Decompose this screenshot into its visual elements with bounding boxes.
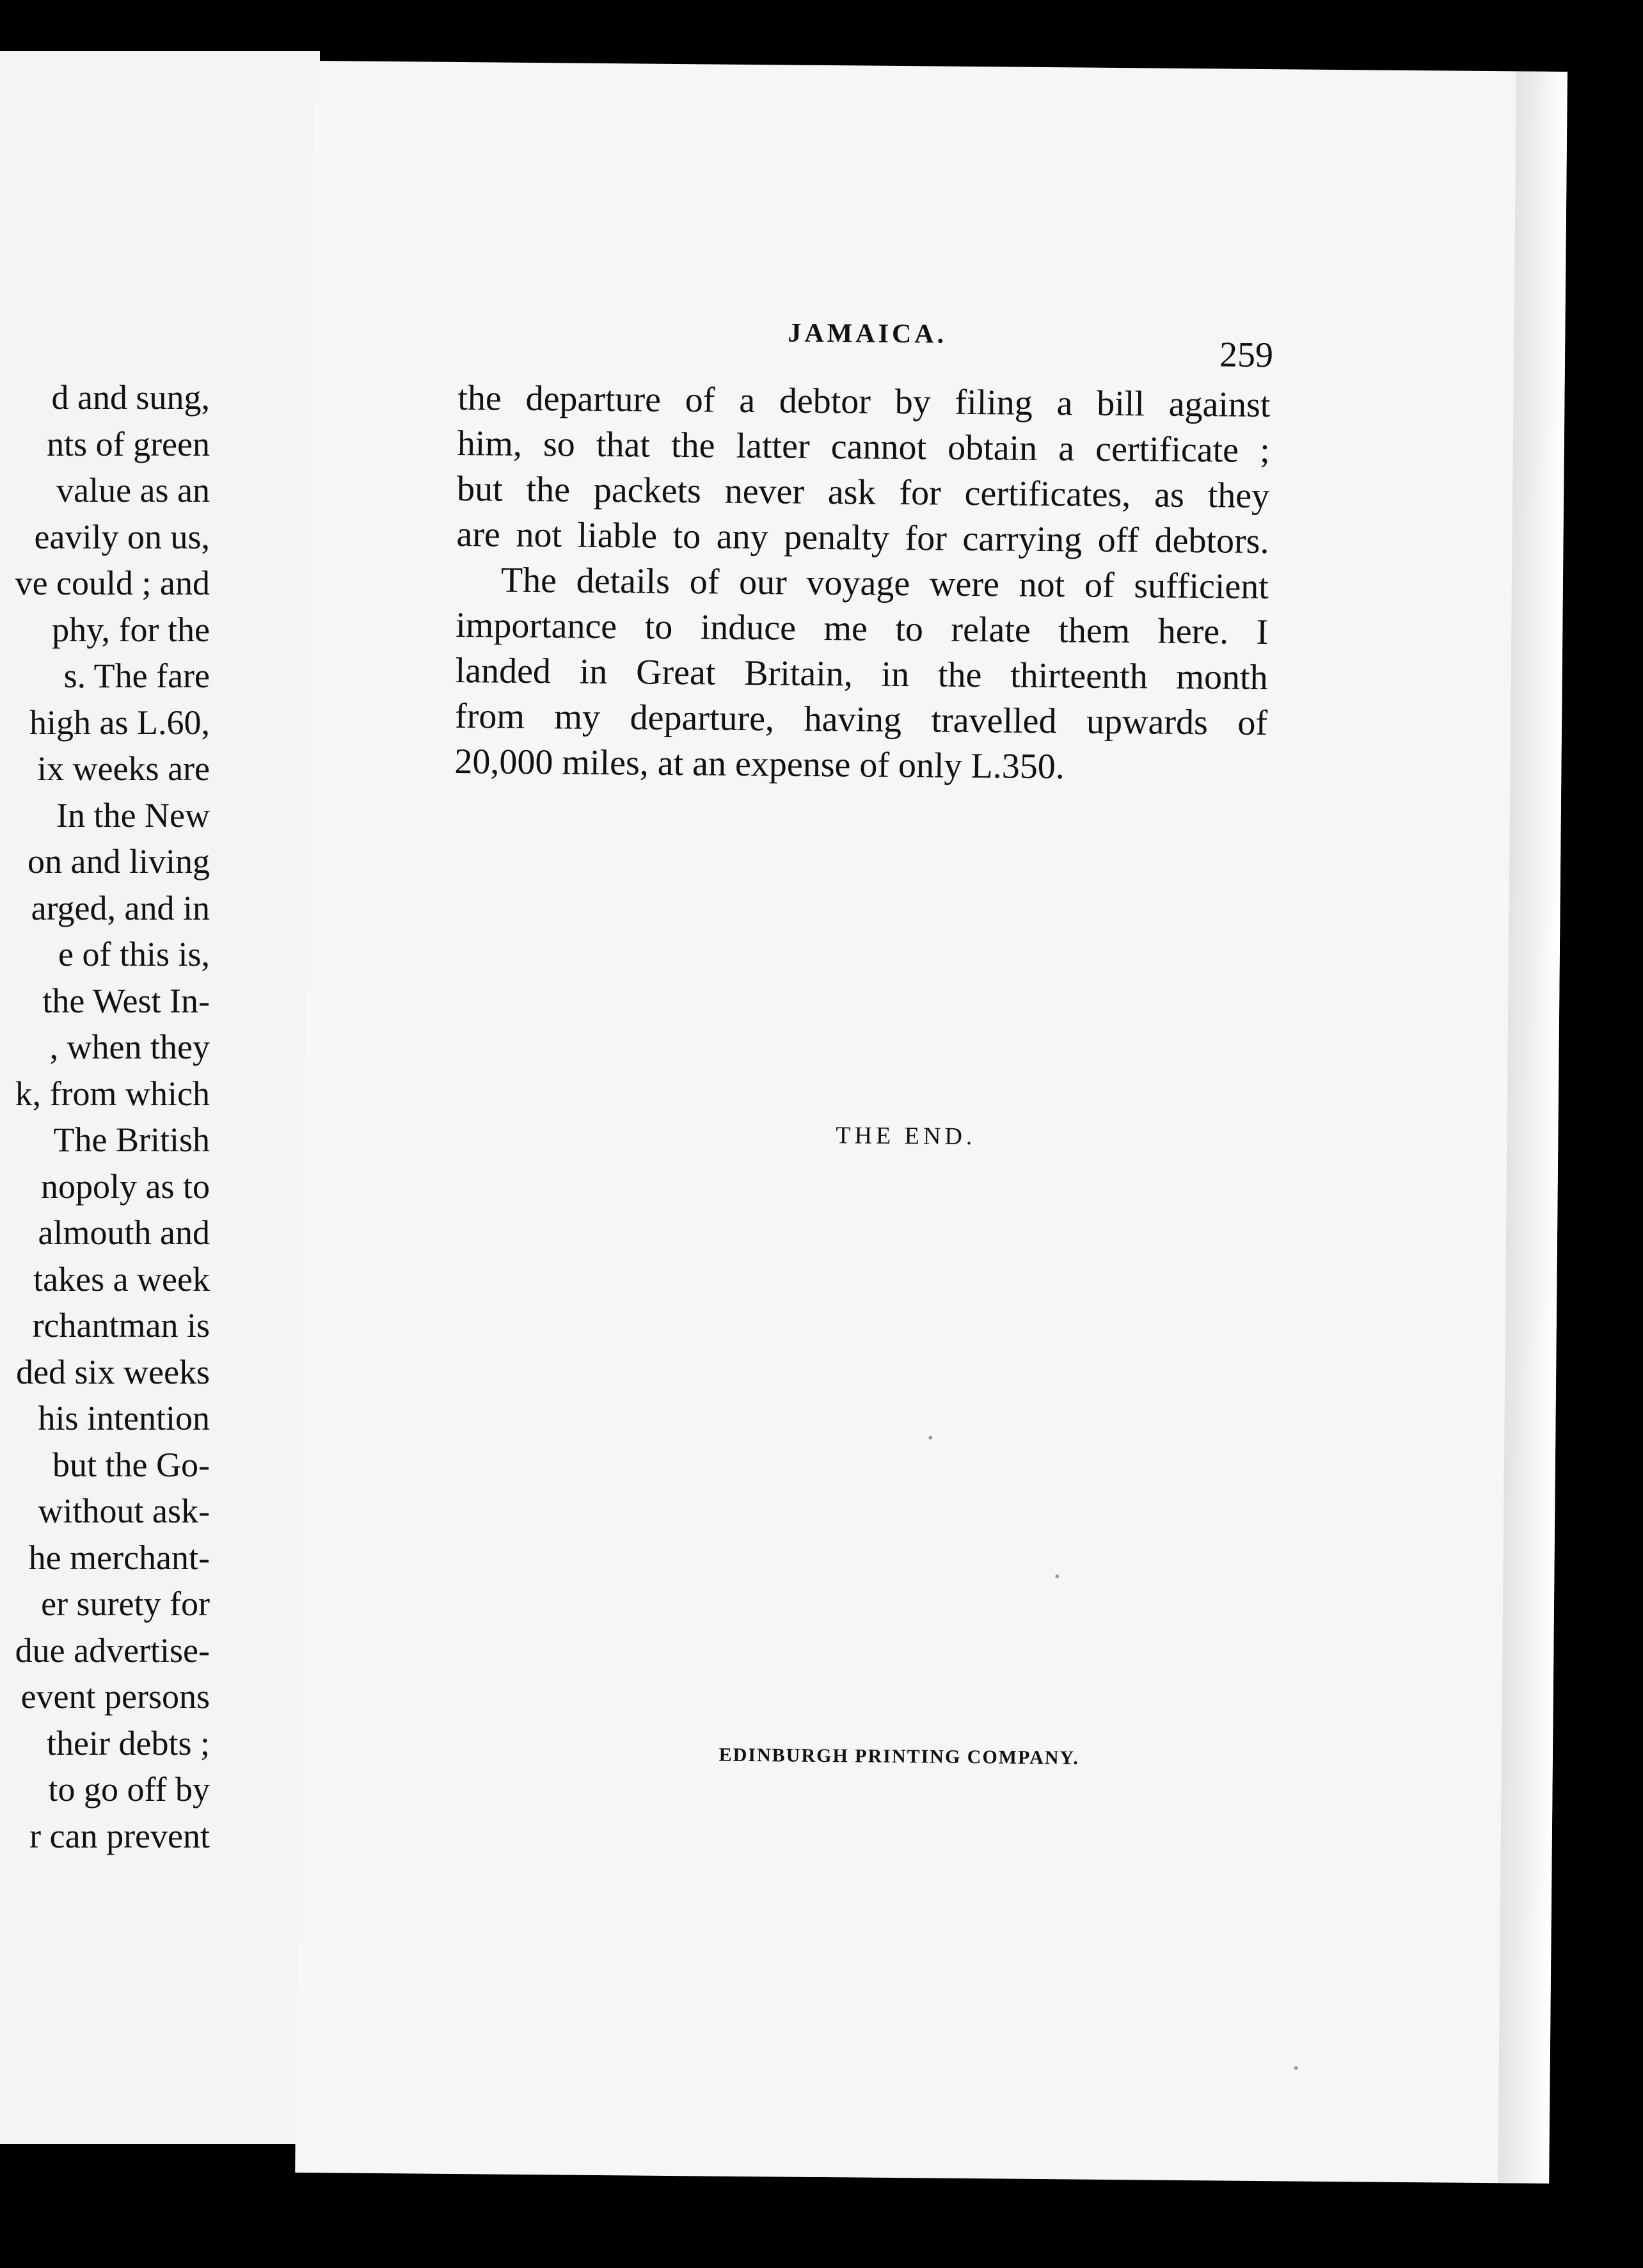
left-text-line: r can prevent xyxy=(29,1816,210,1855)
left-text-line: takes a week xyxy=(33,1259,210,1298)
left-text-line: arged, and in xyxy=(31,888,210,927)
left-text-line: nopoly as to xyxy=(41,1167,210,1206)
left-text-line: phy, for the xyxy=(52,610,210,649)
left-text-line: er surety for xyxy=(41,1585,210,1623)
left-text-line: the West In- xyxy=(42,981,210,1020)
the-end: THE END. xyxy=(836,1122,976,1151)
left-text-line: e of this is, xyxy=(58,935,210,973)
left-text-line: without ask- xyxy=(38,1492,210,1530)
left-page-text xyxy=(0,374,210,1859)
left-text-line: rchantman is xyxy=(32,1306,210,1345)
paper-speck xyxy=(928,1435,932,1439)
page-number: 259 xyxy=(1219,335,1274,376)
paper-speck xyxy=(1055,1574,1059,1578)
running-head: JAMAICA. xyxy=(788,318,948,349)
left-text-line: ix weeks are xyxy=(37,749,210,788)
left-text-line: almouth and xyxy=(38,1213,210,1252)
left-text-line: he merchant- xyxy=(28,1538,210,1577)
left-text-line: on and living xyxy=(28,842,210,881)
text-line: are not liable to any penalty for carrying off debtors. xyxy=(456,514,1269,562)
left-text-line: ded six weeks xyxy=(16,1352,210,1391)
left-text-line: d and sung, xyxy=(51,378,210,417)
left-text-line: nts of green xyxy=(47,424,210,463)
page-edge xyxy=(1498,71,1568,2184)
left-text-line: to go off by xyxy=(48,1770,210,1809)
text-line: landed in Great Britain, in the thirteenth month xyxy=(455,650,1268,698)
left-text-line: his intention xyxy=(38,1399,210,1437)
printer-imprint: EDINBURGH PRINTING COMPANY. xyxy=(718,1744,1080,1769)
left-text-line: eavily on us, xyxy=(34,517,210,556)
text-line: 20,000 miles, at an expense of only L.350. xyxy=(454,741,1065,787)
text-line: the departure of a debtor by filing a bill against xyxy=(457,378,1271,426)
left-text-line: In the New xyxy=(56,795,210,835)
left-text-line: , when they xyxy=(49,1028,210,1066)
right-page xyxy=(295,61,1568,2184)
left-text-line: high as L.60, xyxy=(29,703,210,742)
left-text-line: but the Go- xyxy=(52,1445,210,1484)
left-text-line: due advertise- xyxy=(15,1631,210,1670)
text-line: The details of our voyage were not of sufficient xyxy=(500,560,1269,607)
left-page xyxy=(0,51,320,2144)
left-text-line: s. The fare xyxy=(63,657,210,695)
left-text-line: event persons xyxy=(20,1677,210,1716)
body-text xyxy=(454,376,1271,792)
left-text-line: value as an xyxy=(56,471,210,509)
left-text-line: their debts ; xyxy=(47,1723,210,1762)
left-text-line: ve could ; and xyxy=(15,564,210,602)
text-line: from my departure, having travelled upwards of xyxy=(454,696,1268,744)
left-text-line: k, from which xyxy=(15,1074,210,1113)
text-line: him, so that the latter cannot obtain a certificate ; xyxy=(457,423,1271,471)
left-text-line: The British xyxy=(53,1121,210,1159)
text-line: but the packets never ask for certificates, as they xyxy=(456,468,1270,516)
text-line: importance to induce me to relate them here. I xyxy=(456,605,1269,653)
paper-speck xyxy=(1294,2066,1298,2070)
